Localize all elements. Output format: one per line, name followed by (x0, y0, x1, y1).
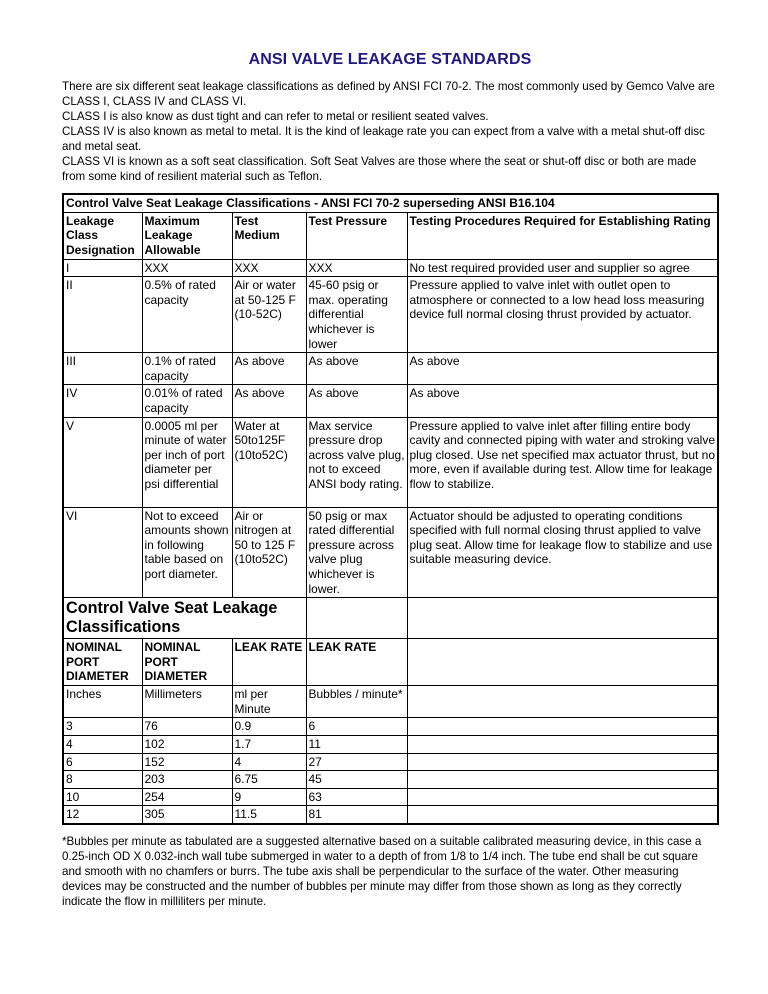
table-cell: 6 (306, 718, 407, 736)
table-cell: No test required provided user and supplier so agree (407, 259, 718, 277)
leakage-table (62, 193, 719, 825)
units-row (63, 686, 718, 718)
empty-cell (407, 718, 718, 736)
header-cell: Test Medium (232, 212, 306, 259)
table-cell: 45-60 psig or max. operating differential whichever is lower (306, 277, 407, 353)
header-cell: Maximum Leakage Allowable (142, 212, 232, 259)
table-cell: Air or water at 50-125 F (10-52C) (232, 277, 306, 353)
header-cell: Testing Procedures Required for Establishing Rating (407, 212, 718, 259)
header-cell: Leakage Class Designation (63, 212, 142, 259)
table-cell: IV (63, 385, 142, 417)
table-row (63, 385, 718, 417)
empty-cell (407, 771, 718, 789)
table-cell: VI (63, 507, 142, 598)
table-cell: 0.9 (232, 718, 306, 736)
table-cell: III (63, 353, 142, 385)
table-cell: 6 (63, 753, 142, 771)
table-cell: 305 (142, 806, 232, 824)
table-cell: 4 (232, 753, 306, 771)
empty-cell (407, 753, 718, 771)
units-cell: Millimeters (142, 686, 232, 718)
empty-cell (407, 686, 718, 718)
table-row (63, 753, 718, 771)
table-cell: 81 (306, 806, 407, 824)
table-cell: 45 (306, 771, 407, 789)
table-cell: As above (306, 385, 407, 417)
table-cell: 63 (306, 788, 407, 806)
table-cell: Max service pressure drop across valve plug, not to exceed ANSI body rating. (306, 417, 407, 507)
table-row (63, 788, 718, 806)
header-row (63, 212, 718, 259)
table-row (63, 417, 718, 507)
table-cell: 50 psig or max rated differential pressure across valve plug whichever is lower. (306, 507, 407, 598)
header-cell: NOMINAL PORT DIAMETER (142, 639, 232, 686)
table-row (63, 259, 718, 277)
empty-cell (407, 806, 718, 824)
page-title: ANSI VALVE LEAKAGE STANDARDS (248, 51, 532, 68)
intro-paragraph: CLASS I is also know as dust tight and can refer to metal or resilient seated valves. (62, 110, 489, 123)
table-cell: Not to exceed amounts shown in following table based on port diameter. (142, 507, 232, 598)
table-cell: 254 (142, 788, 232, 806)
table-cell: 8 (63, 771, 142, 789)
intro-paragraph: There are six different seat leakage classifications as defined by ANSI FCI 70-2. The most commonly used by Gemco Valve are CLASS I, CLASS IV and CLASS VI. (62, 80, 715, 108)
empty-cell (407, 788, 718, 806)
footnote (62, 834, 718, 909)
empty-cell (306, 598, 407, 639)
intro-paragraph: CLASS VI is known as a soft seat classification. Soft Seat Valves are those where the seat or shut-off disc or both are made from some kind of resilient material such as Teflon. (62, 155, 697, 183)
table-row (63, 353, 718, 385)
header-row (63, 639, 718, 686)
table-cell: 76 (142, 718, 232, 736)
units-cell: Bubbles / minute* (306, 686, 407, 718)
table-cell: As above (232, 385, 306, 417)
table-cell: As above (232, 353, 306, 385)
section-heading: Control Valve Seat Leakage Classifications (63, 598, 306, 639)
table-cell: 0.5% of rated capacity (142, 277, 232, 353)
empty-cell (407, 598, 718, 639)
table-cell: As above (407, 385, 718, 417)
table-cell: V (63, 417, 142, 507)
table-row (63, 277, 718, 353)
table-cell: As above (306, 353, 407, 385)
table-cell: I (63, 259, 142, 277)
table-cell: Air or nitrogen at 50 to 125 F (10to52C) (232, 507, 306, 598)
table-row (63, 718, 718, 736)
table-row (63, 771, 718, 789)
table-cell: 1.7 (232, 735, 306, 753)
table-row (63, 806, 718, 824)
table-cell: 12 (63, 806, 142, 824)
table-row (63, 507, 718, 598)
table-cell: Actuator should be adjusted to operating conditions specified with full normal closing thrust applied to valve plug seat. Allow time for leakage flow to stabilize and use suitable measuring device. (407, 507, 718, 598)
header-cell: Test Pressure (306, 212, 407, 259)
table-cell: 6.75 (232, 771, 306, 789)
table-cell: 4 (63, 735, 142, 753)
table-cell: 3 (63, 718, 142, 736)
units-cell: ml per Minute (232, 686, 306, 718)
table-caption: Control Valve Seat Leakage Classifications - ANSI FCI 70-2 superseding ANSI B16.104 (63, 194, 718, 212)
table-cell: II (63, 277, 142, 353)
table-cell: 11 (306, 735, 407, 753)
table-cell: 152 (142, 753, 232, 771)
footnote-text: *Bubbles per minute as tabulated are a suggested alternative based on a suitable calibrated measuring device, in this case a 0.25-inch OD X 0.032-inch wall tube submerged in water to a depth of from 1/8 to 1/4 inch. The tube end shall be cut square and smooth with no chamfers or burrs. The tube axis shall be perpendicular to the surface of the water. Other measuring devices may be constructed and the number of bubbles per minute may differ from those shown as long as they correctly indicate the flow in milliliters per minute. (62, 835, 702, 908)
table-cell: 0.0005 ml per minute of water per inch of port diameter per psi differential (142, 417, 232, 507)
header-cell: LEAK RATE (306, 639, 407, 686)
table-cell: 27 (306, 753, 407, 771)
table-cell: 9 (232, 788, 306, 806)
header-cell: LEAK RATE (232, 639, 306, 686)
table-cell: XXX (142, 259, 232, 277)
table-cell: 0.01% of rated capacity (142, 385, 232, 417)
table-cell: Pressure applied to valve inlet with outlet open to atmosphere or connected to a low head loss measuring device full normal closing thrust provided by actuator. (407, 277, 718, 353)
table-cell: 11.5 (232, 806, 306, 824)
empty-cell (407, 735, 718, 753)
empty-cell (407, 639, 718, 686)
table-cell: XXX (232, 259, 306, 277)
table-cell: 203 (142, 771, 232, 789)
caption-row (63, 598, 718, 639)
table-cell: Water at 50to125F (10to52C) (232, 417, 306, 507)
header-cell: NOMINAL PORT DIAMETER (63, 639, 142, 686)
table-cell: XXX (306, 259, 407, 277)
table-cell: As above (407, 353, 718, 385)
table-cell: 0.1% of rated capacity (142, 353, 232, 385)
caption-row (63, 194, 718, 212)
table-cell: 10 (63, 788, 142, 806)
intro-text (62, 79, 718, 184)
intro-paragraph: CLASS IV is also known as metal to metal. It is the kind of leakage rate you can expect from a valve with a metal shut-off disc and metal seat. (62, 125, 705, 153)
table-row (63, 735, 718, 753)
table-cell: 102 (142, 735, 232, 753)
units-cell: Inches (63, 686, 142, 718)
table-cell: Pressure applied to valve inlet after filling entire body cavity and connected piping with water and stroking valve plug closed. Use net specified max actuator thrust, but no more, even if available during test. Allow time for leakage flow to stabilize. (407, 417, 718, 507)
